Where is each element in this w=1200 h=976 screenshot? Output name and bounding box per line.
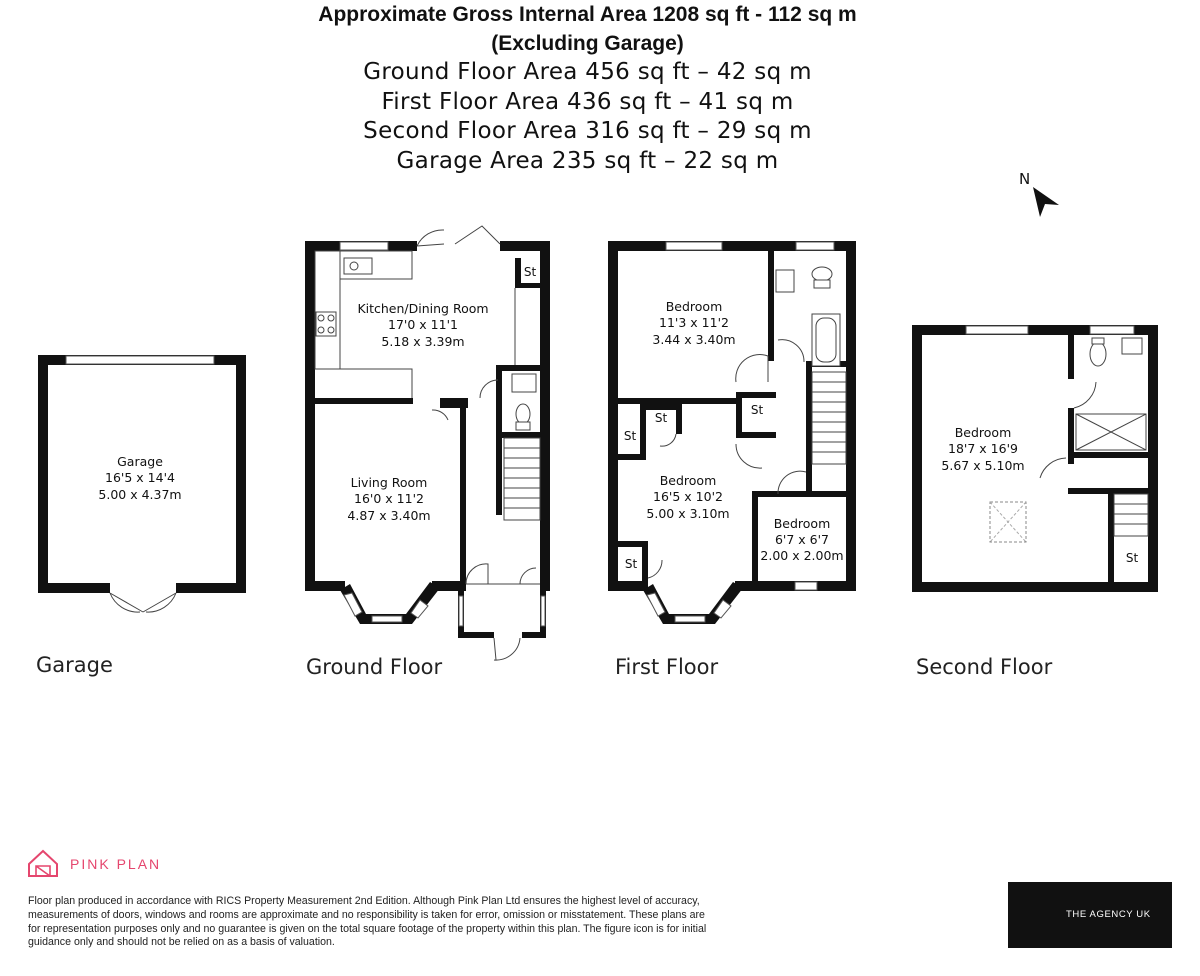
second-store-label: St <box>1125 551 1139 565</box>
second-bedroom-imperial: 18'7 x 16'9 <box>948 441 1018 456</box>
ground-floor-label: Ground Floor <box>306 655 443 679</box>
bedroom2-metric: 5.00 x 3.10m <box>646 506 730 521</box>
bedroom1-imperial: 11'3 x 11'2 <box>659 315 729 330</box>
agency-badge <box>1008 882 1172 948</box>
first-floor-label: First Floor <box>615 655 719 679</box>
bedroom3-name: Bedroom <box>773 516 831 531</box>
living-room-imperial: 16'0 x 11'2 <box>354 491 424 506</box>
second-floor-plan <box>912 325 1158 592</box>
first-store-label-4: St <box>624 557 638 571</box>
excluding-garage-note: (Excluding Garage) <box>491 32 684 55</box>
compass-north-label: N <box>1019 170 1031 188</box>
garage-room-metric: 5.00 x 4.37m <box>98 487 182 502</box>
gross-area-title: Approximate Gross Internal Area 1208 sq ft - 112 sq m <box>318 3 857 26</box>
agency-name: THE AGENCY UK <box>1066 909 1151 920</box>
second-bedroom-metric: 5.67 x 5.10m <box>941 458 1025 473</box>
ground-store-label: St <box>523 265 537 279</box>
disclaimer-text: Floor plan produced in accordance with RICS Property Measurement 2nd Edition. Although Pink Plan Ltd ensures the highest level of accuracy, measurements of doors, windows and rooms are approximate and no responsibility is taken for error, omission or misstatement. These plans are for representation purposes only and no guarantee is given on the total square footage of the property within this plan. The figure icon is for initial guidance only and should not be relied on as a basis of valuation. <box>28 895 707 949</box>
living-room-metric: 4.87 x 3.40m <box>347 508 431 523</box>
second-floor-area: Second Floor Area 316 sq ft – 29 sq m <box>363 118 812 144</box>
bedroom2-name: Bedroom <box>659 473 717 488</box>
garage-area: Garage Area 235 sq ft – 22 sq m <box>396 148 779 174</box>
garage-room-name: Garage <box>117 454 163 469</box>
kitchen-room-name: Kitchen/Dining Room <box>357 301 489 316</box>
bedroom1-name: Bedroom <box>665 299 723 314</box>
garage-floor-label: Garage <box>36 653 113 677</box>
bedroom2-imperial: 16'5 x 10'2 <box>653 489 723 504</box>
first-floor-plan <box>608 241 856 624</box>
first-store-label-3: St <box>750 403 764 417</box>
north-arrow-icon <box>1033 187 1059 217</box>
first-store-label-1: St <box>654 411 668 425</box>
first-store-label-2: St <box>623 429 637 443</box>
pink-plan-brand: PINK PLAN <box>70 856 162 872</box>
compass <box>1019 170 1059 217</box>
kitchen-room-metric: 5.18 x 3.39m <box>381 334 465 349</box>
garage-plan <box>38 355 246 612</box>
second-floor-label: Second Floor <box>916 655 1053 679</box>
bedroom1-metric: 3.44 x 3.40m <box>652 332 736 347</box>
kitchen-room-imperial: 17'0 x 11'1 <box>388 317 458 332</box>
pink-plan-logo-icon <box>29 851 57 876</box>
bedroom3-metric: 2.00 x 2.00m <box>760 548 844 563</box>
ground-floor-plan <box>305 226 550 660</box>
second-bedroom-name: Bedroom <box>954 425 1012 440</box>
bedroom3-imperial: 6'7 x 6'7 <box>774 532 830 547</box>
ground-floor-area: Ground Floor Area 456 sq ft – 42 sq m <box>363 59 812 85</box>
garage-room-imperial: 16'5 x 14'4 <box>105 470 175 485</box>
living-room-name: Living Room <box>350 475 428 490</box>
first-floor-area: First Floor Area 436 sq ft – 41 sq m <box>381 89 794 115</box>
